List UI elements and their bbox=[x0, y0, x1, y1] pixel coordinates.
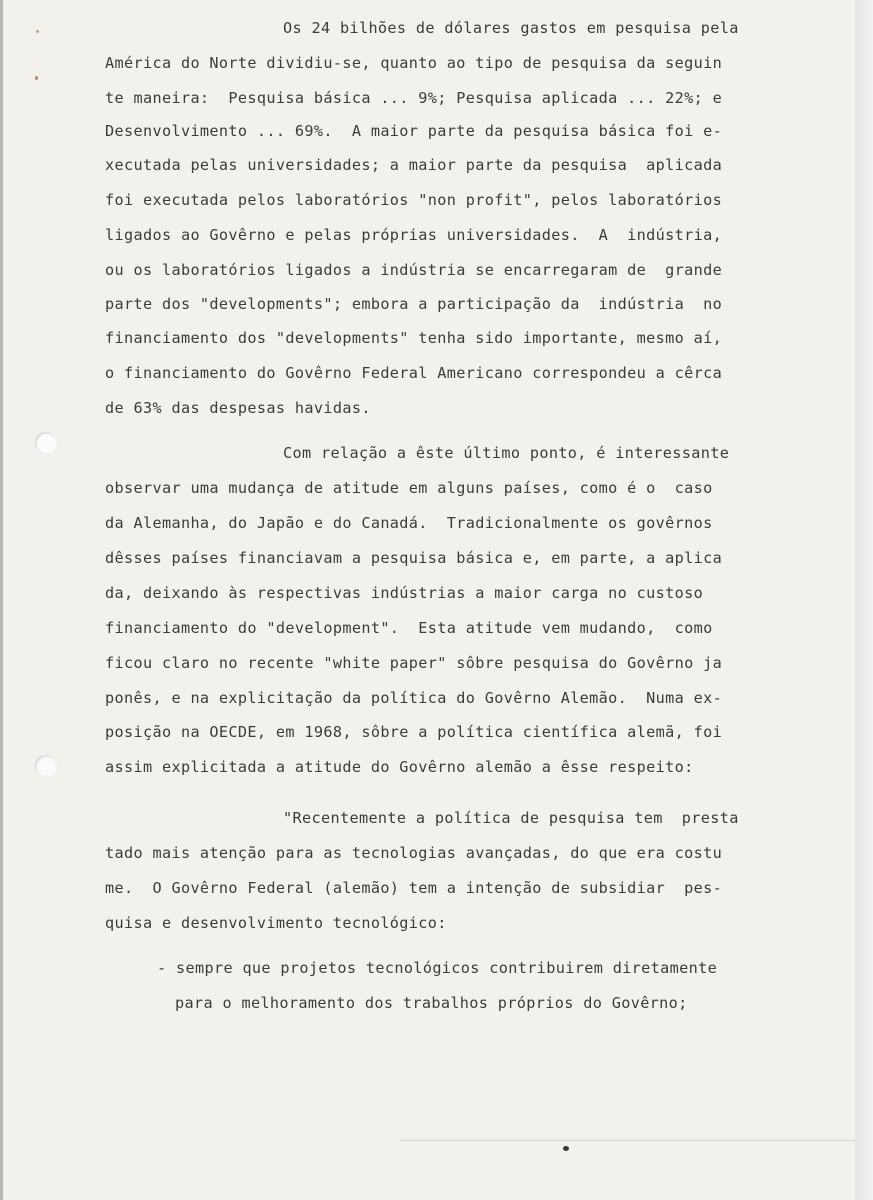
text-line: ficou claro no recente "white paper" sôbre pesquisa do Govêrno ja bbox=[105, 654, 723, 672]
text-line: ponês, e na explicitação da política do Govêrno Alemão. Numa ex- bbox=[105, 689, 723, 707]
text-line: assim explicitada a atitude do Govêrno alemão a êsse respeito: bbox=[105, 758, 694, 776]
text-line: financiamento do "development". Esta atitude vem mudando, como bbox=[105, 619, 713, 637]
text-line: posição na OECDE, em 1968, sôbre a política científica alemã, foi bbox=[105, 723, 723, 741]
text-line: da Alemanha, do Japão e do Canadá. Tradicionalmente os govêrnos bbox=[105, 514, 713, 532]
punch-hole-top bbox=[35, 432, 57, 454]
text-line: Desenvolvimento ... 69%. A maior parte da pesquisa básica foi e- bbox=[105, 122, 723, 140]
text-line: parte dos "developments"; embora a participação da indústria no bbox=[105, 295, 723, 313]
text-line: ou os laboratórios ligados a indústria se encarregaram de grande bbox=[105, 261, 723, 279]
text-line: o financiamento do Govêrno Federal Americano correspondeu a cêrca bbox=[105, 364, 723, 382]
paper-mark bbox=[563, 1146, 569, 1151]
text-line: América do Norte dividiu-se, quanto ao tipo de pesquisa da seguin bbox=[105, 54, 723, 72]
text-line: tado mais atenção para as tecnologias avançadas, do que era costu bbox=[105, 844, 723, 862]
text-line: Com relação a êste último ponto, é interessante bbox=[283, 444, 730, 462]
paper-fold-line bbox=[400, 1140, 855, 1141]
text-line: "Recentemente a política de pesquisa tem presta bbox=[283, 809, 739, 827]
text-line: financiamento dos "developments" tenha sido importante, mesmo aí, bbox=[105, 329, 723, 347]
page-left-edge bbox=[0, 0, 3, 1200]
text-line: para o melhoramento dos trabalhos próprios do Govêrno; bbox=[175, 994, 688, 1012]
page-right-edge bbox=[855, 0, 873, 1200]
paper-mark bbox=[35, 76, 38, 80]
text-line: da, deixando às respectivas indústrias a maior carga no custoso bbox=[105, 584, 704, 602]
text-line: de 63% das despesas havidas. bbox=[105, 399, 371, 417]
text-line: ligados ao Govêrno e pelas próprias universidades. A indústria, bbox=[105, 226, 723, 244]
text-line: foi executada pelos laboratórios "non profit", pelos laboratórios bbox=[105, 191, 723, 209]
punch-hole-bottom bbox=[35, 755, 57, 777]
text-line: Os 24 bilhões de dólares gastos em pesquisa pela bbox=[283, 19, 739, 37]
paper-mark bbox=[36, 30, 39, 33]
text-line: xecutada pelas universidades; a maior parte da pesquisa aplicada bbox=[105, 156, 723, 174]
text-line: me. O Govêrno Federal (alemão) tem a intenção de subsidiar pes- bbox=[105, 879, 723, 897]
text-line: dêsses países financiavam a pesquisa básica e, em parte, a aplica bbox=[105, 549, 723, 567]
text-line: te maneira: Pesquisa básica ... 9%; Pesquisa aplicada ... 22%; e bbox=[105, 89, 723, 107]
text-line: quisa e desenvolvimento tecnológico: bbox=[105, 914, 447, 932]
text-line: - sempre que projetos tecnológicos contribuirem diretamente bbox=[157, 959, 718, 977]
text-line: observar uma mudança de atitude em alguns países, como é o caso bbox=[105, 479, 713, 497]
